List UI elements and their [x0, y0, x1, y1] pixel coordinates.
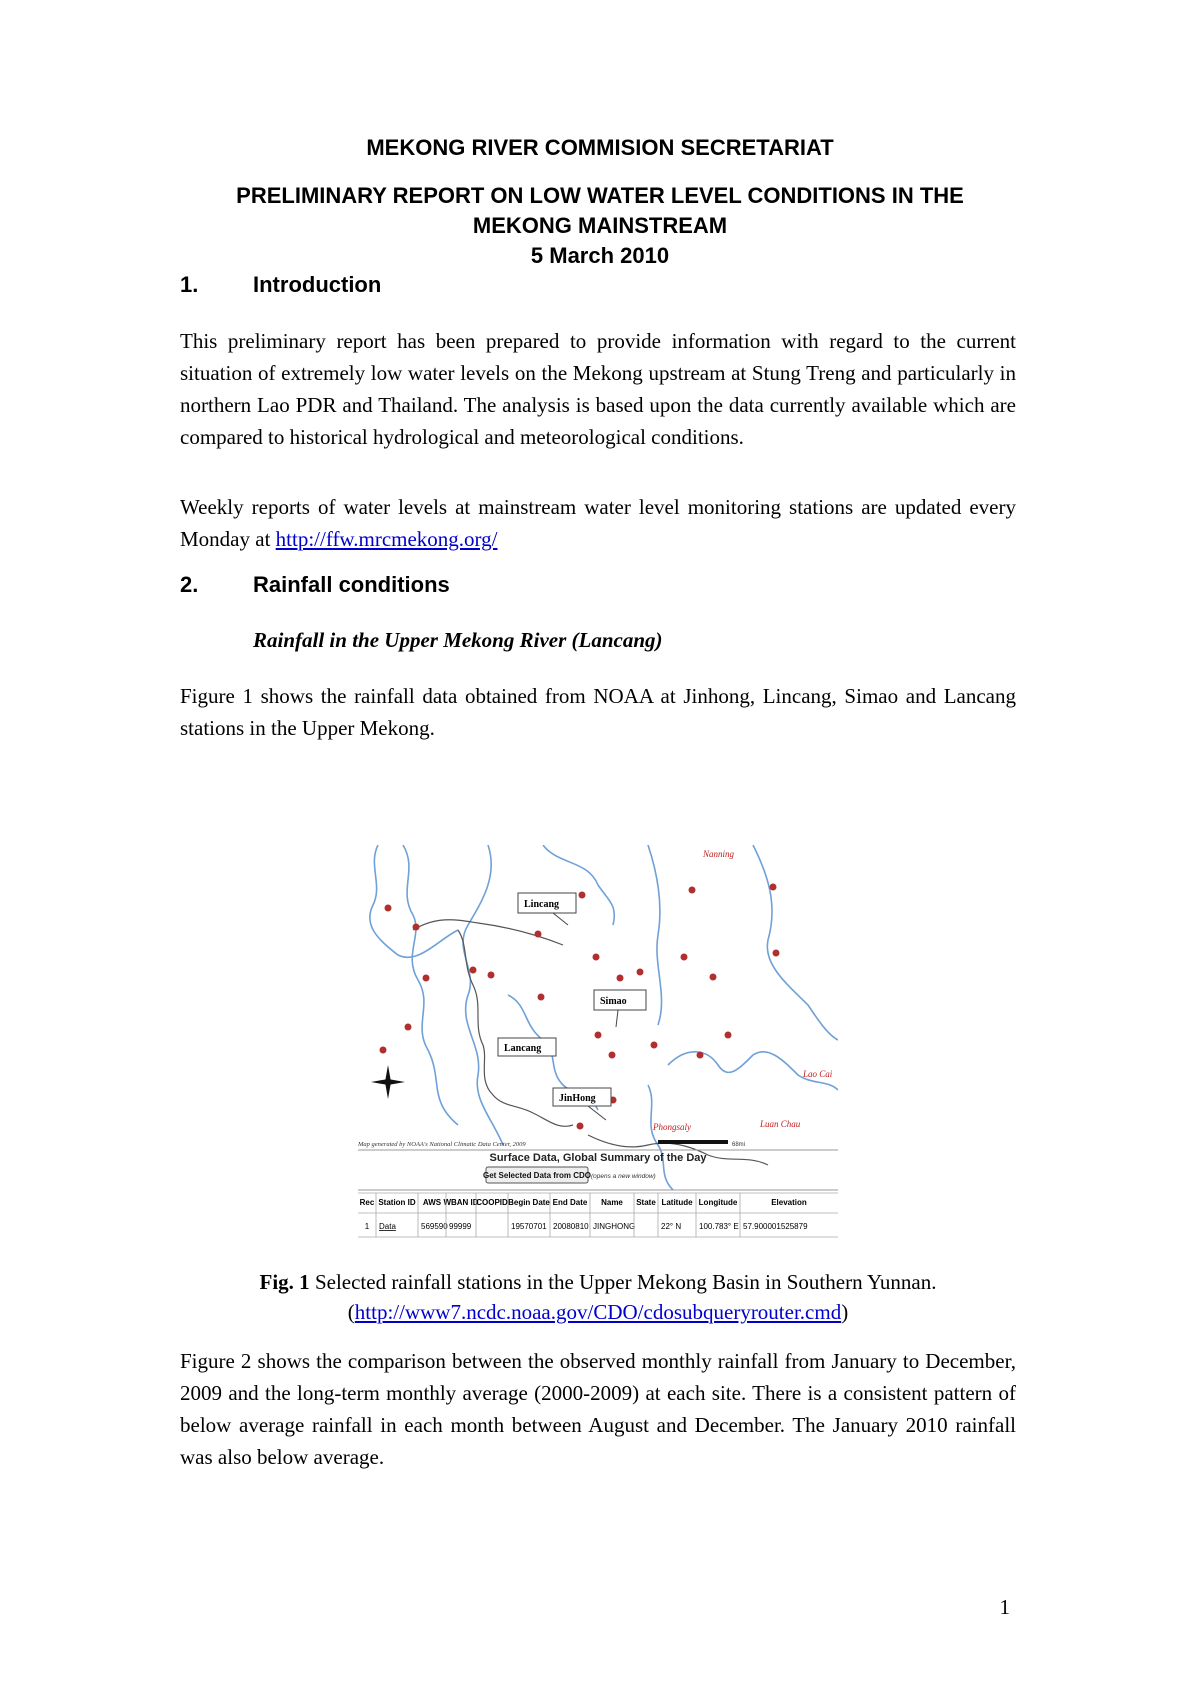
page-number: 1 — [999, 1595, 1010, 1619]
button-note: (opens a new window) — [591, 1173, 656, 1180]
scale-label: 68mi — [732, 1142, 746, 1148]
compass-icon — [371, 1065, 405, 1099]
table-column-header: Name — [601, 1198, 623, 1207]
station-table — [358, 1193, 838, 1237]
station-marker — [725, 1032, 732, 1039]
station-marker — [710, 974, 717, 981]
table-cell: 19570701 — [511, 1222, 547, 1231]
simao-label: Simao — [600, 996, 627, 1007]
station-marker — [380, 1047, 387, 1054]
station-marker — [413, 924, 420, 931]
section-title: Introduction — [253, 272, 382, 297]
station-marker — [535, 931, 542, 938]
town-names — [652, 849, 833, 1132]
station-marker — [470, 967, 477, 974]
report-title-line1: PRELIMINARY REPORT ON LOW WATER LEVEL CONDITIONS IN THE — [236, 183, 964, 208]
lancang-label: Lancang — [504, 1043, 542, 1054]
station-marker — [385, 905, 392, 912]
rainfall-station-map — [358, 845, 838, 1250]
station-marker — [405, 1024, 412, 1031]
table-cell: 569590 — [421, 1222, 448, 1231]
section-heading-rainfall — [180, 572, 450, 598]
station-marker — [689, 887, 696, 894]
intro-paragraph-2 — [180, 491, 1016, 555]
section-title: Rainfall conditions — [253, 572, 450, 597]
table-cell: JINGHONG — [593, 1222, 636, 1231]
station-marker — [773, 950, 780, 957]
table-column-header: WBAN ID — [443, 1198, 479, 1207]
figure-1-caption — [180, 1267, 1016, 1327]
table-column-header: Begin Date — [508, 1198, 550, 1207]
report-title-line2: MEKONG MAINSTREAM — [472, 213, 728, 238]
caption-close: ) — [841, 1300, 849, 1324]
rainfall-paragraph-1: Figure 1 shows the rainfall data obtained from NOAA at Jinhong, Lincang, Simao and Lancang stations in the Upper Mekong. — [180, 684, 1016, 740]
station-marker — [617, 975, 624, 982]
station-marker — [577, 1123, 584, 1130]
lincang-label: Lincang — [524, 899, 560, 910]
station-marker — [423, 975, 430, 982]
intro-paragraph-2-text: Weekly reports of water levels at mainstream water level monitoring stations are updated every Monday at — [180, 495, 1016, 551]
map-credit: Map generated by NOAA's National Climatic Data Center, 2009 — [358, 1141, 526, 1148]
table-column-header: Latitude — [661, 1198, 693, 1207]
table-column-header: Station ID — [378, 1198, 416, 1207]
table-cell: 22° N — [661, 1222, 682, 1231]
table-cell: 1 — [364, 1222, 370, 1231]
caption-label: Fig. 1 — [259, 1270, 310, 1294]
section-heading-introduction — [180, 272, 381, 298]
station-marker — [538, 994, 545, 1001]
station-marker — [579, 892, 586, 899]
jinhong-label: JinHong — [559, 1093, 596, 1104]
table-column-header: COOPID — [476, 1198, 508, 1207]
data-link[interactable]: Data — [379, 1222, 396, 1231]
station-marker — [651, 1042, 658, 1049]
table-column-header: Longitude — [698, 1198, 738, 1207]
town-name: Nanning — [703, 849, 735, 859]
station-marker — [609, 1052, 616, 1059]
station-marker — [697, 1052, 704, 1059]
intro-paragraph-1: This preliminary report has been prepared to provide information with regard to the current situation of extremely low water levels on the Mekong upstream at Stung Treng and particularly in northern Lao PDR and Thailand. The analysis is based upon the data currently available which are compared to historical hydrological and meteorological conditions. — [180, 329, 1016, 449]
town-name: Phongsaly — [653, 1122, 691, 1132]
table-column-header: End Date — [552, 1198, 588, 1207]
noaa-cdo-link[interactable]: http://www7.ncdc.noaa.gov/CDO/cdosubqueryrouter.cmd — [354, 1300, 842, 1324]
figure-1 — [358, 845, 838, 1250]
station-marker — [770, 884, 777, 891]
table-title: Surface Data, Global Summary of the Day — [489, 1152, 707, 1164]
table-column-header: AWS — [422, 1198, 442, 1207]
table-cell: 57.900001525879 — [743, 1222, 808, 1231]
table-cell: 100.783° E — [699, 1222, 739, 1231]
table-cell: 20080810 — [553, 1222, 589, 1231]
table-column-header: Elevation — [771, 1198, 807, 1207]
scale-bar — [658, 1140, 728, 1144]
station-marker — [637, 969, 644, 976]
get-data-button-label: Get Selected Data from CDO — [482, 1171, 592, 1180]
town-name: Lao Cai — [803, 1069, 833, 1079]
section-number: 1. — [180, 272, 199, 297]
rainfall-paragraph-2: Figure 2 shows the comparison between the observed monthly rainfall from January to December, 2009 and the long-term monthly average (2000-2009) at each site. There is a consistent pattern of below average rainfall in each month between August and December. The January 2010 rainfall was also below average. — [180, 1349, 1016, 1469]
table-cell: 99999 — [449, 1222, 472, 1231]
organization-heading: MEKONG RIVER COMMISION SECRETARIAT — [366, 135, 834, 160]
section-number: 2. — [180, 572, 199, 597]
town-name: Luan Chau — [760, 1119, 801, 1129]
report-date: 5 March 2010 — [530, 243, 670, 268]
ffw-link[interactable]: http://ffw.mrcmekong.org/ — [275, 527, 498, 551]
rainfall-subheading: Rainfall in the Upper Mekong River (Lancang) — [253, 628, 663, 652]
station-marker — [593, 954, 600, 961]
caption-text: Selected rainfall stations in the Upper Mekong Basin in Southern Yunnan.( — [309, 1270, 937, 1324]
table-column-header: Rec — [359, 1198, 375, 1207]
station-marker — [488, 972, 495, 979]
station-marker — [681, 954, 688, 961]
river-lines — [370, 845, 838, 1190]
station-marker — [595, 1032, 602, 1039]
border-lines — [413, 920, 768, 1165]
table-column-header: State — [636, 1198, 656, 1207]
